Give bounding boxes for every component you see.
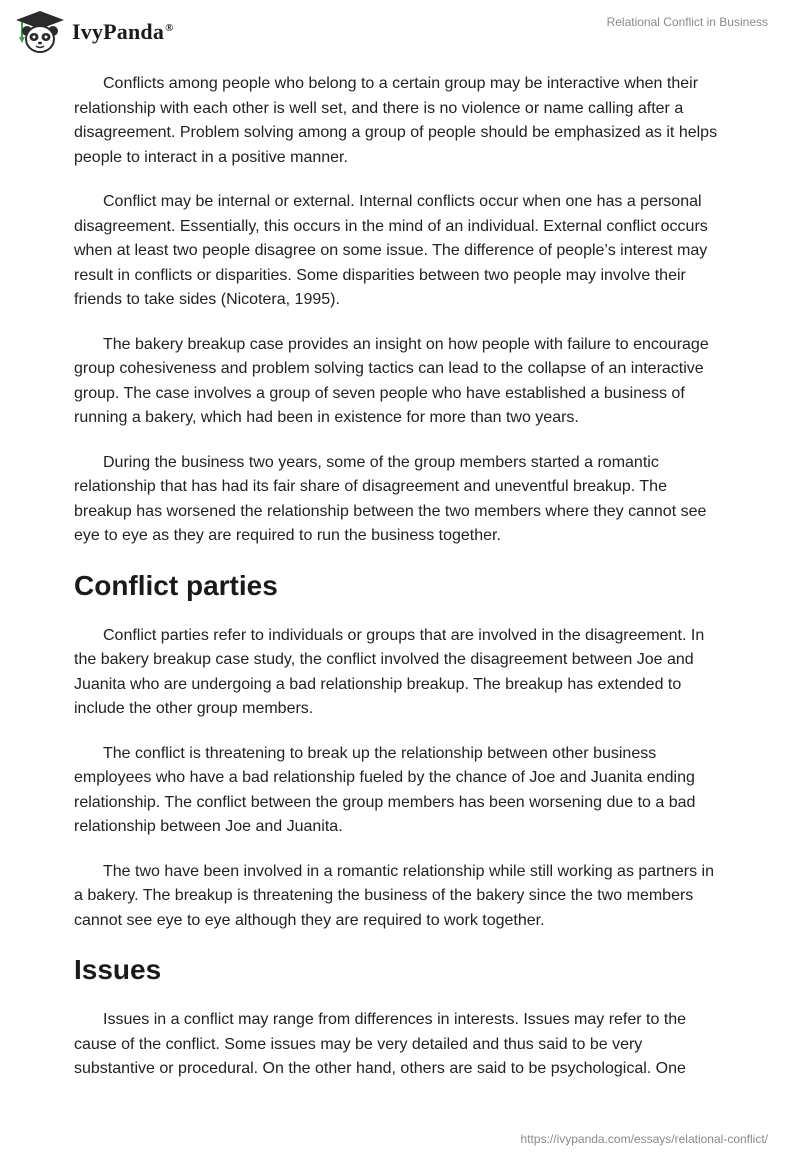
brand-logo[interactable] [14, 9, 174, 55]
paragraph-1: Conflicts among people who belong to a certain group may be interactive when their relationship with each other is well set, and there is no violence or name calling after a disagreement. Problem solving among a group of people should be emphasized as it helps people to interact in a positive manner. [74, 75, 718, 166]
paragraph-8: Issues in a conflict may range from differences in interests. Issues may refer to the cause of the conflict. Some issues may be very detailed and thus said to be very substantive or procedural. On the other hand, others are said to be psychological. One [74, 1011, 687, 1077]
essay-body [74, 72, 726, 1102]
paragraph-6: The conflict is threatening to break up the relationship between other business employees who have a bad relationship fueled by the chance of Joe and Juanita ending relationship. The conflict between the group members has been worsening due to a bad relationship between Joe and Juanita. [74, 744, 696, 835]
brand-name: IvyPanda® [72, 19, 174, 44]
paragraph-3: The bakery breakup case provides an insight on how people with failure to encourage group cohesiveness and problem solving tactics can lead to the collapse of an interactive group. The case involves a group of seven people who have established a business of running a bakery, which had been in existence for more than two years. [74, 335, 709, 426]
heading-issues: Issues [74, 954, 162, 985]
source-url[interactable]: https://ivypanda.com/essays/relational-conflict/ [520, 1132, 768, 1146]
running-title: Relational Conflict in Business [606, 15, 768, 29]
paragraph-7: The two have been involved in a romantic relationship while still working as partners in a bakery. The breakup is threatening the business of the bakery since the two members cannot see eye to eye although they are required to work together. [74, 862, 714, 929]
paragraph-4: During the business two years, some of the group members started a romantic relationship that has had its fair share of disagreement and uneventful breakup. The breakup has worsened the relationship between the two members where they cannot see eye to eye as they are required to run the business together. [74, 453, 707, 544]
paragraph-2: Conflict may be internal or external. Internal conflicts occur when one has a personal disagreement. Essentially, this occurs in the mind of an individual. External conflict occurs when at least two people disagree on some issue. The difference of people’s interest may result in conflicts or disparities. Some disparities between two people may involve their friends to take sides (Nicotera, 1995). [74, 193, 708, 308]
paragraph-5: Conflict parties refer to individuals or groups that are involved in the disagreement. In the bakery breakup case study, the conflict involved the disagreement between Joe and Juanita who are undergoing a bad relationship breakup. The breakup has extended to include the other group members. [74, 626, 705, 717]
panda-graduate-icon [14, 9, 66, 55]
heading-conflict-parties: Conflict parties [74, 569, 278, 601]
page-header [0, 0, 800, 60]
